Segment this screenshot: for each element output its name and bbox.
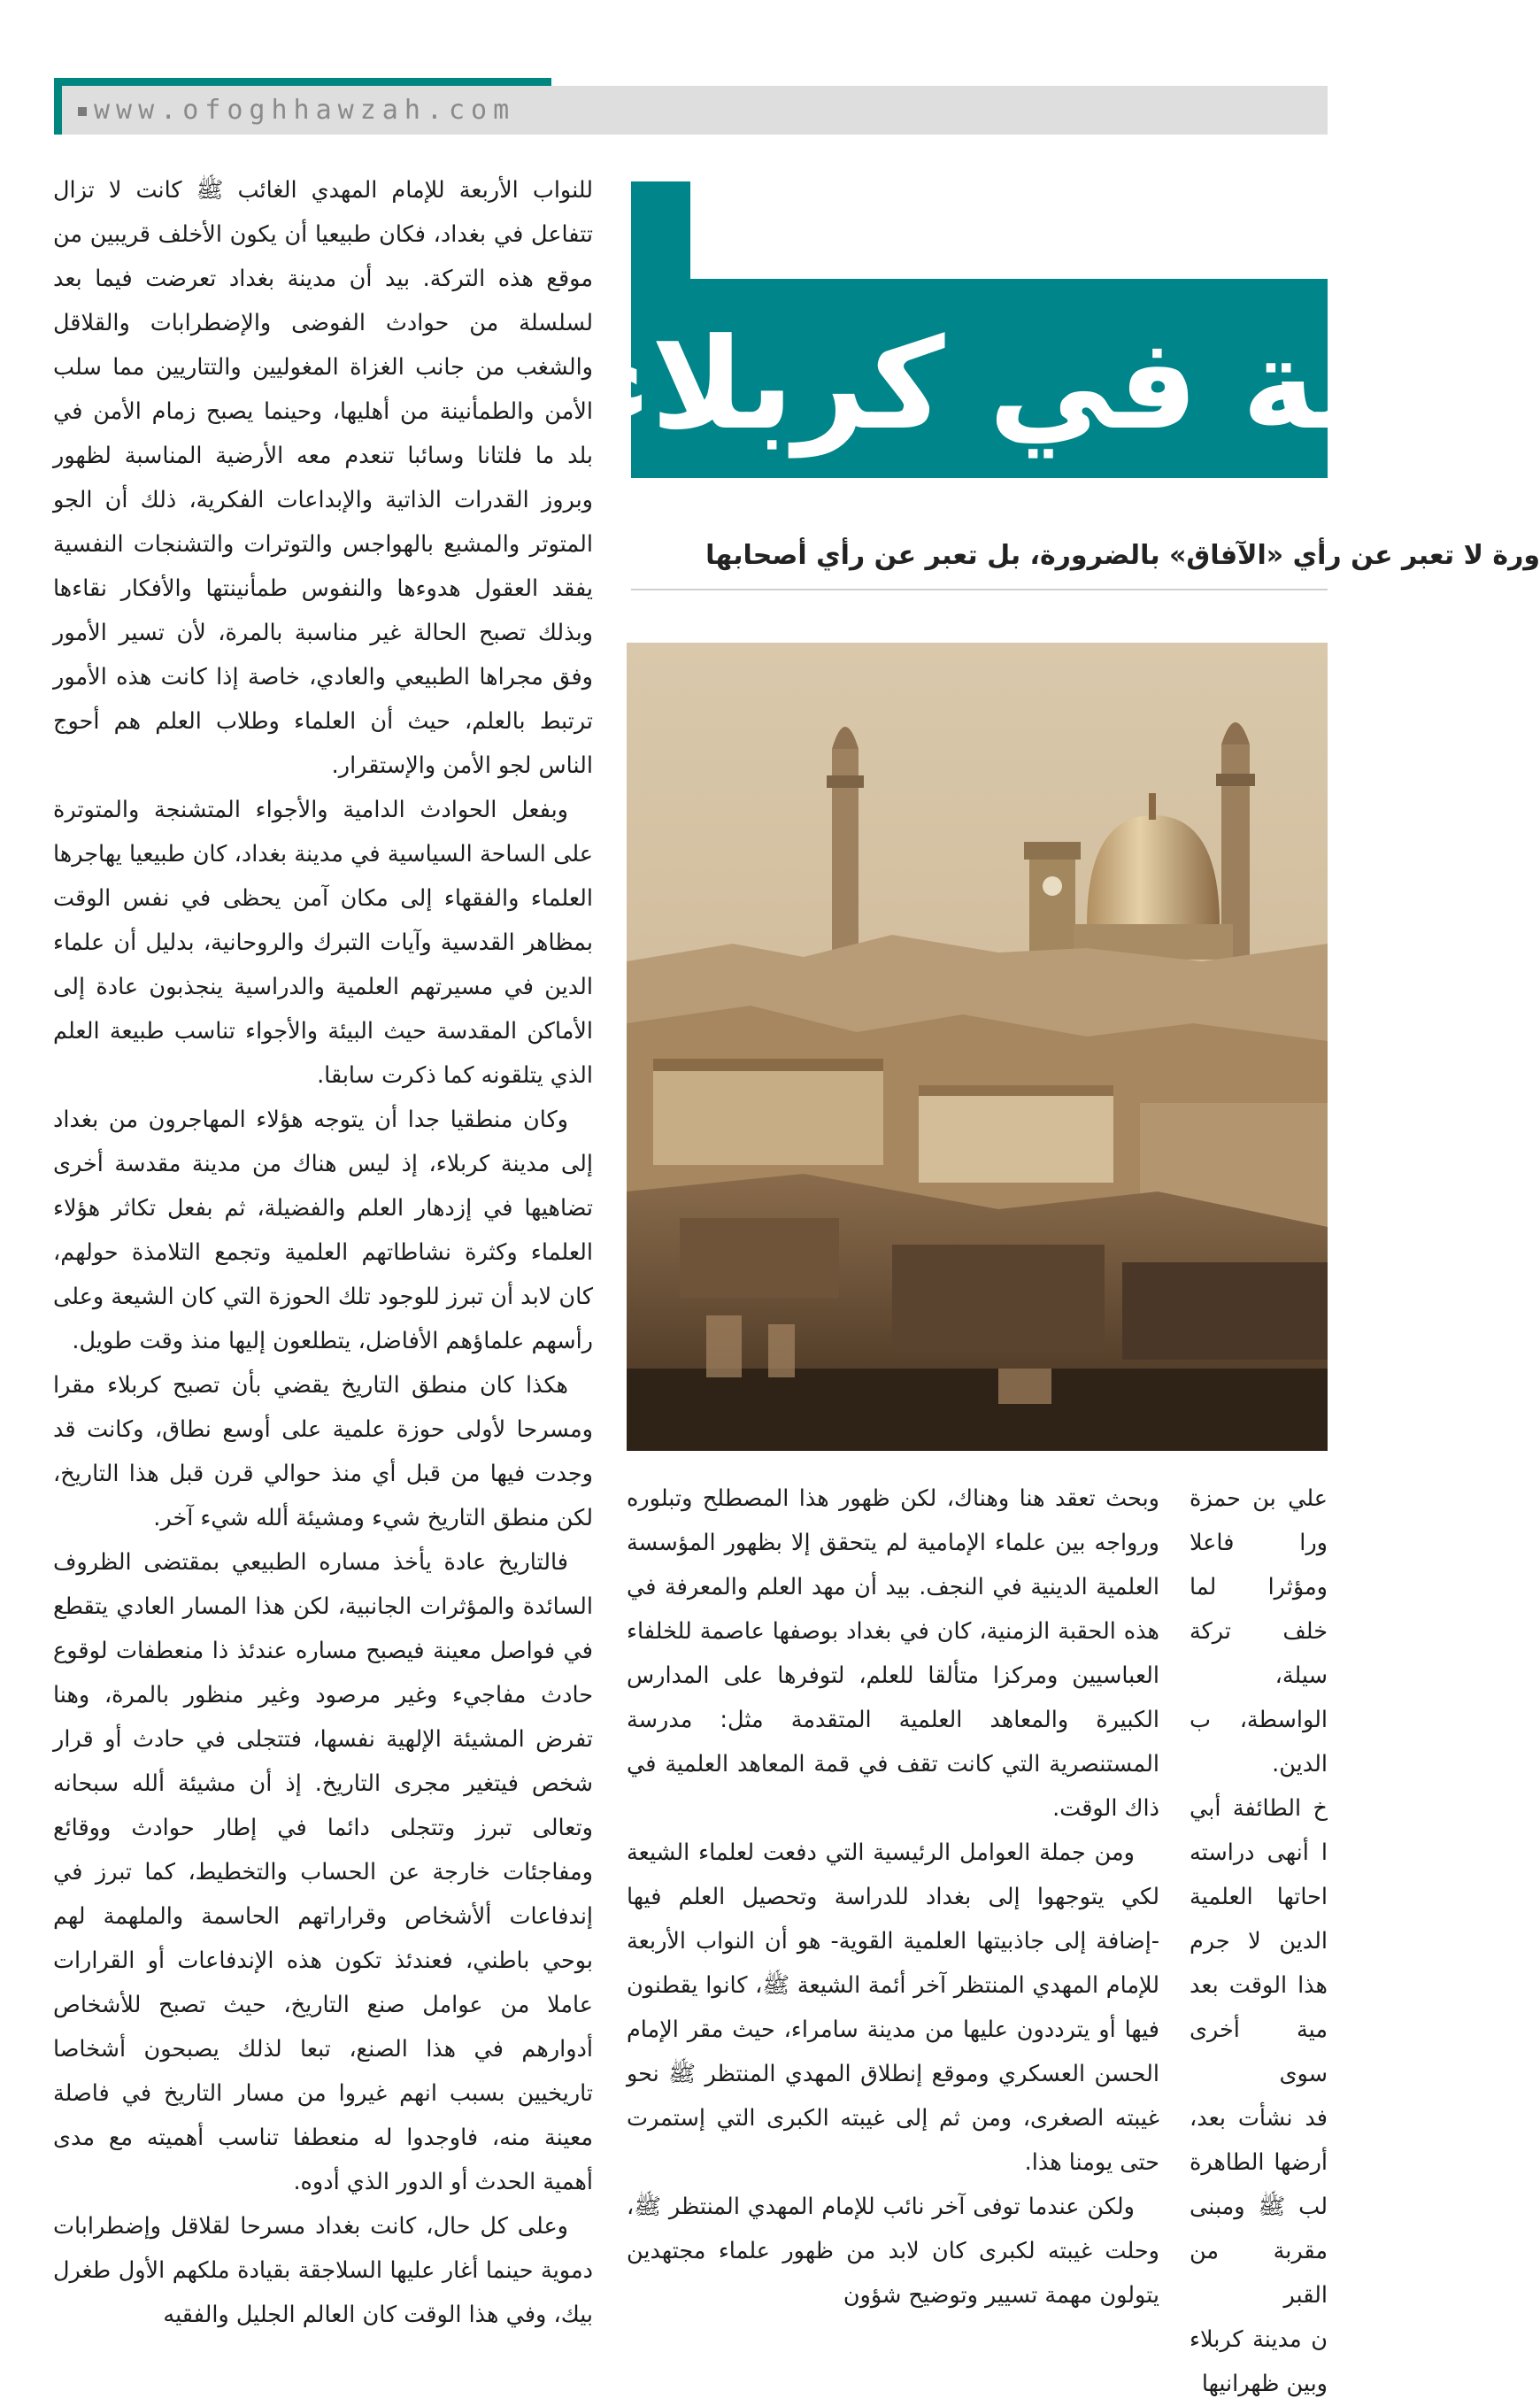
header-accent-bar <box>54 78 551 86</box>
article-column-cutoff <box>1190 1477 1328 2397</box>
article-column-middle <box>627 1477 1159 2309</box>
article-disclaimer: ورة لا تعبر عن رأي «الآفاق» بالضرورة، بل تعبر عن رأي أصحابها <box>705 540 1540 571</box>
paragraph: ومن جملة العوامل الرئيسية التي دفعت لعلماء الشيعة لكي يتوجهوا إلى بغداد للدراسة وتحصيل العلم فيها -إضافة إلى جاذبيتها العلمية القوية- هو أن النواب الأربعة للإمام المهدي المنتظر آخر أئمة الشيعة ﷺ، كانوا يقطنون فيها أو يترددون عليها من مدينة سامراء، حيث مقر الإمام الحسن العسكري وموقع إنطلاق المهدي المنتظر ﷺ نحو غيبته الصغرى، ومن ثم إلى غيبته الكبرى التي إستمرت حتى يومنا هذا. <box>627 1839 1159 2176</box>
paragraph: للنواب الأربعة للإمام المهدي الغائب ﷺ كانت لا تزال تتفاعل في بغداد، فكان طبيعيا أن يكون الأخلف قريبين من موقع هذه التركة. بيد أن مدينة بغداد تعرضت فيما بعد لسلسلة من حوادث الفوضى والإضطرابات والقلاقل والشغب من جانب الغزاة المغوليين والتتاريين مما سلب الأمن والطمأنينة من أهليها، وحينما يصبح زمام الأمن في بلد ما فلتانا وسائبا تنعدم معه الأرضية المناسبة لظهور وبروز القدرات الذاتية والإبداعات الفكرية، ذلك أن الجو المتوتر والمشبع بالهواجس والتوترات والتشنجات النفسية يفقد العقول هدوءها والنفوس طمأنينتها والأفكار نقاءها وبذلك تصبح الحالة غير مناسبة بالمرة، لأن تسير الأمور وفق مجراها الطبيعي والعادي، خاصة إذا كانت هذه الأمور ترتبط بالعلم، حيث أن العلماء وطلاب العلم هم أحوج الناس لجو الأمن والإستقرار. <box>53 177 593 779</box>
bullet-square-icon <box>78 107 87 116</box>
paragraph: وكان منطقيا جدا أن يتوجه هؤلاء المهاجرون من بغداد إلى مدينة كربلاء، إذ ليس هناك من مدينة مقدسة أخرى تضاهيها في إزدهار العلم والفضيلة، ثم بفعل تكاثر هؤلاء العلماء وكثرة نشاطاتهم العلمية وتجمع التلامذة حولهم، كان لابد أن تبرز للوجود تلك الحوزة التي كان الشيعة وعلى رأسهم علماؤهم الأفاضل، يتطلعون إليها منذ وقت طويل. <box>53 1107 593 1354</box>
site-url[interactable] <box>78 95 515 126</box>
article-column-main <box>53 168 593 2328</box>
paragraph: فد نشأت بعد، أرضها الطاهرة لب ﷺ ومبنى مقربة من القبر <box>1190 2105 1328 2309</box>
article-title: مية في كربلاء <box>586 312 1447 458</box>
title-clip <box>586 279 1447 478</box>
paragraph: ن مدينة كربلاء وبين ظهرانيها <box>1190 2326 1328 2397</box>
paragraph: ولكن عندما توفى آخر نائب للإمام المهدي المنتظر ﷺ، وحلت غيبته لكبرى كان لابد من ظهور علماء مجتهدين يتولون مهمة تسيير وتوضيح شؤون <box>627 2194 1159 2309</box>
site-url-bar <box>54 86 1328 135</box>
paragraph: وعلى كل حال، كانت بغداد مسرحا لقلاقل وإضطرابات دموية حينما أغار عليها السلاجقة بقيادة ملكهم الأول طغرل بيك، وفي هذا الوقت كان العالم الجليل والفقيه <box>53 2213 593 2328</box>
shrine-photo-illustration <box>627 643 1328 1451</box>
title-banner-notch <box>690 181 1328 279</box>
paragraph: وبحث تعقد هنا وهناك، لكن ظهور هذا المصطلح وتبلوره ورواجه بين علماء الإمامية لم يتحقق إلا بظهور المؤسسة العلمية الدينية في النجف. بيد أن مهد العلم والمعرفة في هذه الحقبة الزمنية، كان في بغداد بوصفها عاصمة للخلفاء العباسيين ومركزا متألقا للعلم، لتوفرها على المدارس الكبيرة والمعاهد العلمية المتقدمة مثل: مدرسة المستنصرية التي كانت تقف في قمة المعاهد العلمية في ذاك الوقت. <box>627 1485 1159 1822</box>
shrine-photo <box>627 643 1328 1451</box>
paragraph: فالتاريخ عادة يأخذ مساره الطبيعي بمقتضى الظروف السائدة والمؤثرات الجانبية، لكن هذا المسار العادي يتقطع في فواصل معينة فيصبح مساره عندئذ ذا منعطفات لوقوع حادث مفاجيء وغير مرصود وغير منظور بالمرة، وهنا تفرض المشيئة الإلهية نفسها، فتتجلى في حادث أو قرار شخص فيتغير مجرى التاريخ. إذ أن مشيئة ألله سبحانه وتعالى تبرز وتتجلى دائما في إطار حوادث ووقائع ومفاجئات خارجة عن الحساب والتخطيط، كما تبرز في إندفاعات ألأشخاص وقراراتهم الحاسمة والملهمة لهم بوحي باطني، فعندئذ تكون هذه الإندفاعات أو القرارات عاملا من عوامل صنع التاريخ، حيث تصبح للأشخاص أدوارهم في هذا الصنع، تبعا لذلك يصبحون أشخاصا تاريخيين بسبب انهم غيروا من مسار التاريخ في فاصلة معينة منه، فاوجدوا له منعطفا تناسب أهميته مع مدى أهمية الحدث أو الدور الذي أدوه. <box>53 1549 593 2195</box>
site-url-text: www.ofoghhawzah.com <box>94 95 516 126</box>
paragraph: خ الطائفة أبي ا أنهى دراسته احاتها العلمية الدين لا جرم هذا الوقت بعد مية أخرى سوى <box>1190 1795 1328 2087</box>
divider <box>631 589 1328 590</box>
disclaimer-clip <box>631 529 1540 582</box>
paragraph: وبفعل الحوادث الدامية والأجواء المتشنجة والمتوترة على الساحة السياسية في مدينة بغداد، كان طبيعيا يهاجرها العلماء والفقهاء إلى مكان آمن يحظى في نفس الوقت بمظاهر القدسية وآيات التبرك والروحانية، بدليل أن علماء الدين في مسيرتهم العلمية والدراسية ينجذبون عادة إلى الأماكن المقدسة حيث البيئة والأجواء تناسب طبيعة العلم الذي يتلقونه كما ذكرت سابقا. <box>53 797 593 1089</box>
paragraph: هكذا كان منطق التاريخ يقضي بأن تصبح كربلاء مقرا ومسرحا لأولى حوزة علمية على أوسع نطاق، وكانت قد وجدت فيها من قبل أي منذ حوالي قرن قبل هذا التاريخ، لكن منطق التاريخ شيء ومشيئة ألله شيء آخر. <box>53 1372 593 1531</box>
paragraph: علي بن حمزة ورا فاعلا ومؤثرا لما خلف تركة سيلة، الواسطة، ب الدين. <box>1190 1485 1328 1778</box>
